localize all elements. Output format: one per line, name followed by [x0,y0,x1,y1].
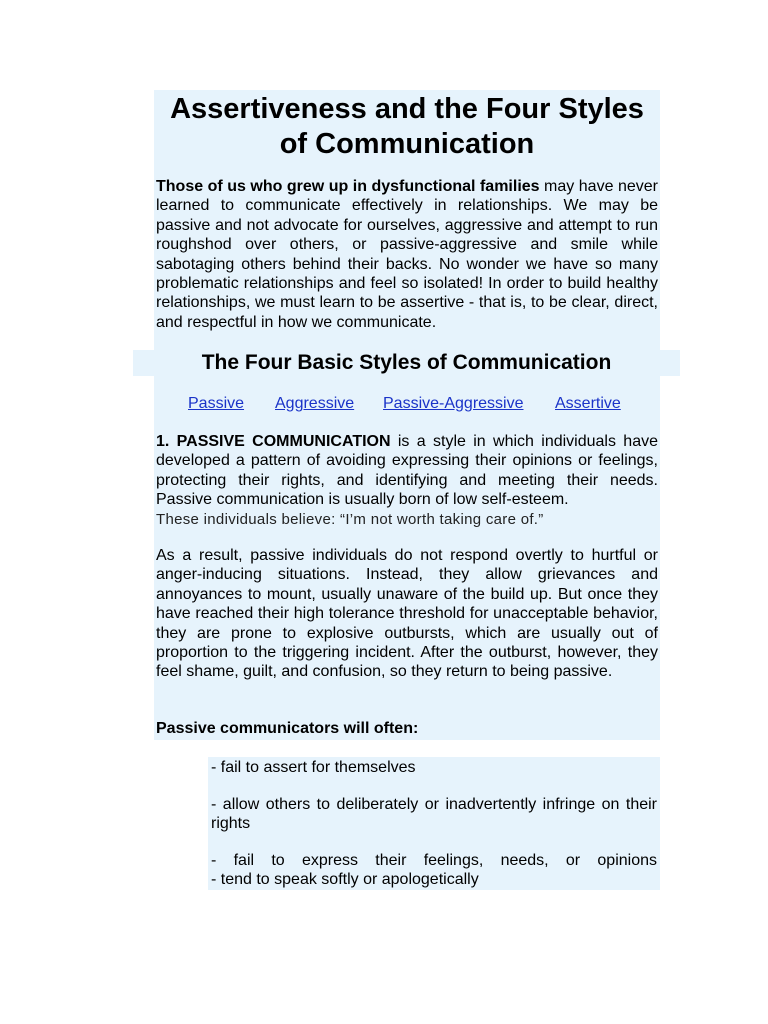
passive-list-heading: Passive communicators will often: [156,720,419,737]
passive-quote: These individuals believe: “I’m not worth taking care of.” [156,510,544,528]
intro-bold-lead: Those of us who grew up in dysfunctional families [156,178,540,195]
title-line-1: Assertiveness and the Four Styles [170,93,644,125]
link-aggressive[interactable]: Aggressive [275,395,355,412]
list-item: - allow others to deliberately or inadvertently infringe on their rights [211,796,657,833]
passive-list [208,757,660,890]
passive-heading: 1. PASSIVE COMMUNICATION [156,433,391,450]
section-heading-bar [133,350,680,376]
link-passive[interactable]: Passive [188,395,245,412]
list-item: - fail to express their feelings, needs, or opinions [211,852,657,869]
list-item: - fail to assert for themselves [211,759,416,776]
passive-section [154,394,660,740]
document-title [154,90,660,162]
link-assertive[interactable]: Assertive [555,395,621,412]
passive-definition: is a style in which individuals have developed a pattern of avoiding expressing their opinions or feelings, protecting their rights, and identifying and meeting their needs. Passive communication is usually born of low self-esteem. [156,433,659,509]
link-passive-aggressive[interactable]: Passive-Aggressive [383,395,524,412]
title-line-2: of Communication [279,128,535,160]
list-item: - tend to speak softly or apologetically [211,871,479,888]
style-nav-links [154,394,660,416]
passive-paragraph-1 [156,432,658,529]
passive-paragraph-2: As a result, passive individuals do not respond overtly to hurtful or anger-inducing situations. Instead, they allow grievances and annoyances to mount, usually unaware of the build up. But once they have reached their high tolerance threshold for unacceptable behavior, they are prone to explosive outbursts, which are usually out of proportion to the triggering incident. After the outburst, however, they feel shame, guilt, and confusion, so they return to being passive. [156,547,658,681]
section-heading: The Four Basic Styles of Communication [201,351,612,374]
intro-text: may have never learned to communicate effectively in relationships. We may be passive and not advocate for ourselves, aggressive and attempt to run roughshod over others, or passive-aggressive and smile while sabotaging others behind their backs. No wonder we have so many problematic relationships and feel so isolated! In order to build healthy relationships, we must learn to be assertive - that is, to be clear, direct, and respectful in how we communicate. [156,178,658,331]
intro-paragraph [156,177,658,332]
